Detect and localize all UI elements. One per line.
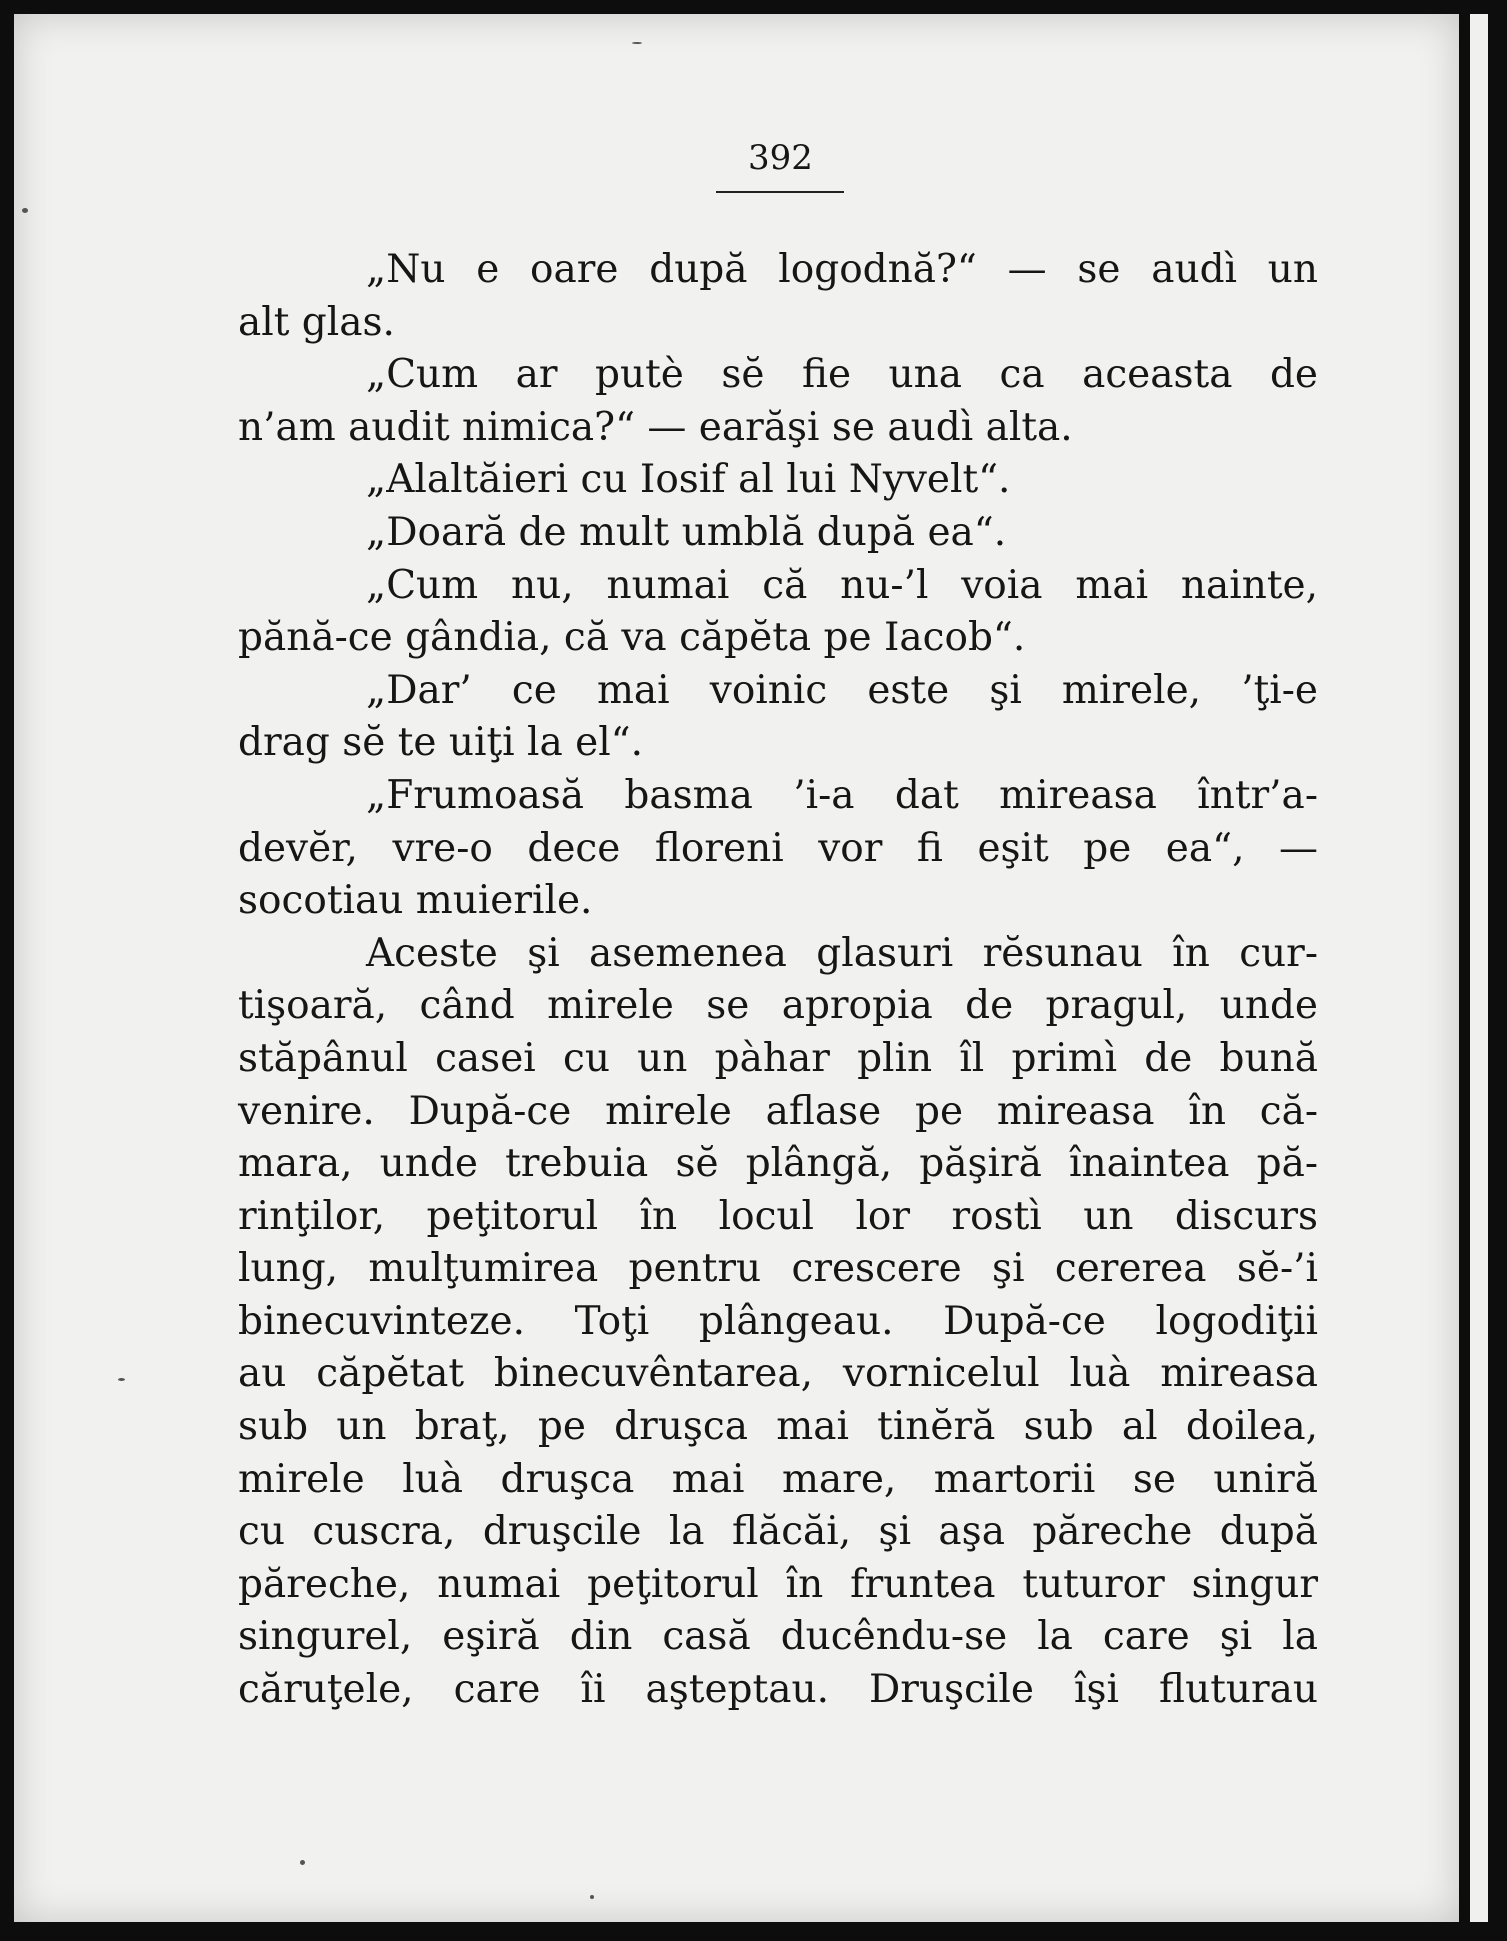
text-line: mirele luà druşca mai mare, martorii se uniră <box>238 1456 1318 1502</box>
text-line: „Nu e oare după logodnă?“ — se audì un <box>366 247 1318 292</box>
text-line: lung, mulţumirea pentru crescere şi cererea sĕ-’i <box>238 1246 1318 1292</box>
text-line: au căpĕtat binecuvêntarea, vornicelul luà mireasa <box>238 1351 1318 1397</box>
text-line: Aceste şi asemenea glasuri rĕsunau în cur- <box>366 930 1318 976</box>
text-line: „Alaltăieri cu Iosif al lui Nyvelt“. <box>366 457 1011 503</box>
text-line: venire. După-ce mirele aflase pe mireasa în că- <box>238 1088 1318 1134</box>
text-line: devĕr, vre-o dece floreni vor fi eşit pe ea“, — <box>238 825 1318 871</box>
text-line: rinţilor, peţitorul în locul lor rostì un discurs <box>238 1193 1318 1239</box>
scan-speck <box>300 1860 305 1865</box>
text-line: „Dar’ ce mai voinic este şi mirele, ’ţi-e <box>366 667 1318 713</box>
text-line: „Cum nu, numai că nu-’l voia mai nainte, <box>366 562 1318 608</box>
text-line: căruţele, care îi aşteptau. Druşcile îşi fluturau <box>238 1667 1318 1713</box>
text-line: „Cum ar putè sĕ fie una ca aceasta de <box>366 352 1318 398</box>
text-line: cu cuscra, druşcile la flăcăi, şi aşa păreche după <box>238 1509 1318 1555</box>
scan-speck <box>590 1895 594 1899</box>
text-line: păreche, numai peţitorul în fruntea tuturor singur <box>238 1561 1318 1607</box>
text-line: „Frumoasă basma ’i-a dat mireasa într’a- <box>366 772 1318 818</box>
text-line: „Doară de mult umblă după ea“. <box>366 509 1007 555</box>
text-line: tişoară, când mirele se apropia de pragul, unde <box>238 983 1318 1029</box>
scan-speck <box>632 42 642 44</box>
text-line: drag sĕ te uiţi la el“. <box>238 720 644 766</box>
text-line: pănă-ce gândia, că va căpĕta pe Iacob“. <box>238 615 1026 661</box>
text-line: singurel, eşiră din casă ducêndu-se la care şi la <box>238 1614 1318 1660</box>
text-line: n’am audit nimica?“ — earăşi se audì alta. <box>238 404 1073 450</box>
page-number-underline <box>716 191 844 193</box>
body-text <box>238 244 1318 1717</box>
text-line: stăpânul casei cu un pàhar plin îl primì de bună <box>238 1035 1318 1081</box>
text-line: alt glas. <box>238 299 395 345</box>
scan-speck <box>118 1378 125 1381</box>
text-line: binecuvinteze. Toţi plângeau. După-ce logodiţii <box>238 1298 1318 1344</box>
text-line: socotiau muierile. <box>238 878 593 924</box>
next-page-edge <box>1470 14 1488 1922</box>
text-line: sub un braţ, pe druşca mai tinĕră sub al doilea, <box>238 1404 1318 1450</box>
text-line: mara, unde trebuia sĕ plângă, păşiră înaintea pă- <box>238 1141 1318 1187</box>
scan-speck <box>22 208 28 213</box>
page-number: 392 <box>748 138 813 178</box>
